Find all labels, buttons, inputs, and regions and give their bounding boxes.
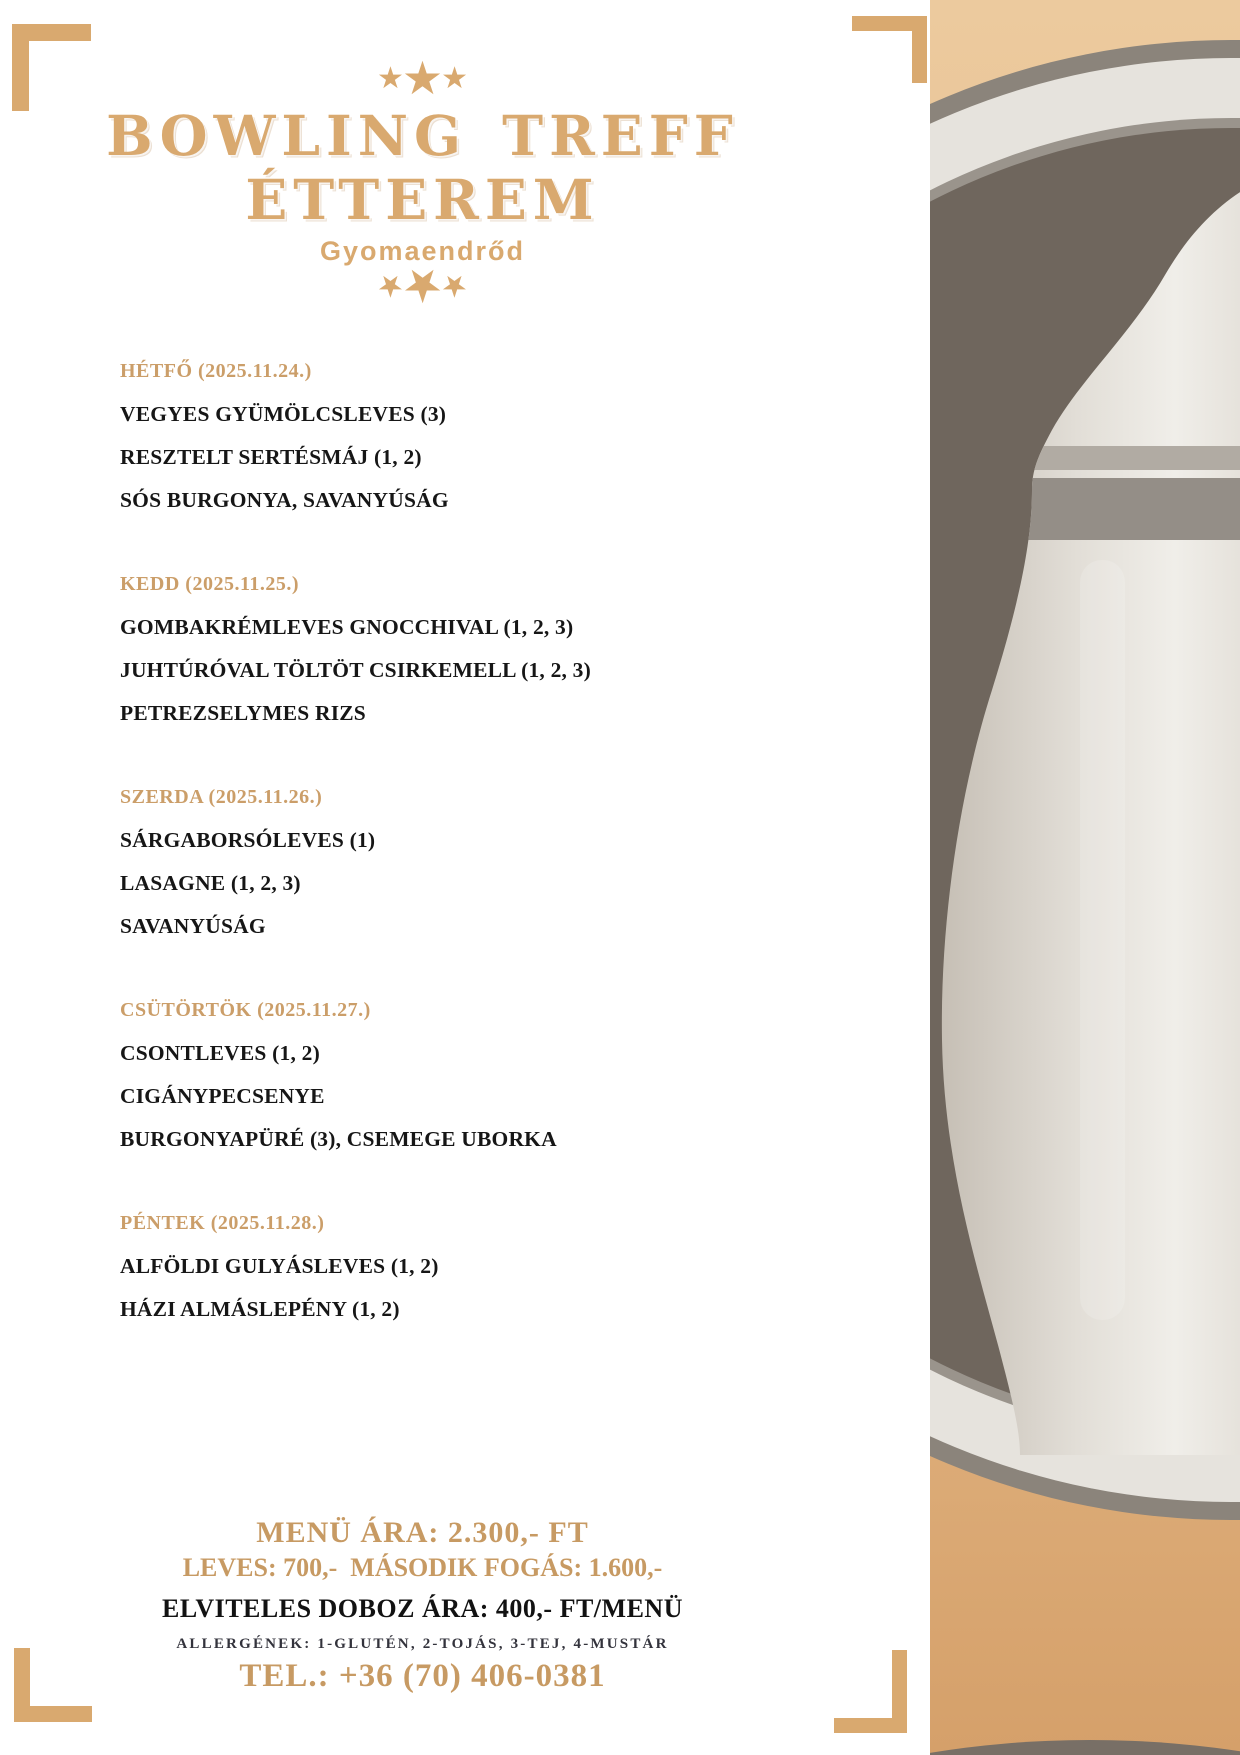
menu-item: SÓS BURGONYA, SAVANYÚSÁG — [120, 488, 449, 512]
menu-item: ALFÖLDI GULYÁSLEVES (1, 2) — [120, 1254, 439, 1278]
star-icon: ★ — [401, 53, 444, 104]
menu-item: GOMBAKRÉMLEVES GNOCCHIVAL (1, 2, 3) — [120, 615, 574, 639]
day-section-friday — [120, 1202, 840, 1331]
menu-item: HÁZI ALMÁSLEPÉNY (1, 2) — [120, 1297, 400, 1321]
menu-item: LASAGNE (1, 2, 3) — [120, 871, 301, 895]
allergen-list: ALLERGÉNEK: 1-GLUTÉN, 2-TOJÁS, 3-TEJ, 4-MUSTÁR — [176, 1636, 669, 1652]
day-section-tuesday — [120, 563, 840, 735]
day-header: PÉNTEK (2025.11.28.) — [120, 1212, 325, 1234]
weekly-menu — [120, 350, 840, 1372]
day-section-monday — [120, 350, 840, 522]
day-header: CSÜTÖRTÖK (2025.11.27.) — [120, 999, 371, 1021]
star-icon: ★ — [376, 62, 404, 95]
day-header: SZERDA (2025.11.26.) — [120, 786, 323, 808]
menu-price: MENÜ ÁRA: 2.300,- FT — [256, 1516, 589, 1549]
stars-bottom — [0, 260, 845, 311]
star-icon: ★ — [441, 269, 469, 302]
star-icon: ★ — [401, 260, 444, 311]
star-icon: ★ — [441, 62, 469, 95]
course-prices: LEVES: 700,- MÁSODIK FOGÁS: 1.600,- — [182, 1553, 663, 1582]
stars-top — [0, 53, 845, 104]
day-header: HÉTFŐ (2025.11.24.) — [120, 360, 312, 382]
menu-item: SÁRGABORSÓLEVES (1) — [120, 828, 376, 852]
restaurant-title-line1: BOWLING TREFF — [106, 103, 739, 168]
menu-item: CSONTLEVES (1, 2) — [120, 1041, 320, 1065]
pin-highlight — [1080, 560, 1125, 1320]
menu-item: JUHTÚRÓVAL TÖLTÖT CSIRKEMELL (1, 2, 3) — [120, 658, 591, 682]
phone-number: TEL.: +36 (70) 406-0381 — [239, 1658, 606, 1694]
corner-bracket-top-right — [852, 16, 927, 83]
day-section-wednesday — [120, 776, 840, 948]
star-icon: ★ — [376, 269, 404, 302]
menu-item: PETREZSELYMES RIZS — [120, 701, 366, 725]
day-section-thursday — [120, 989, 840, 1161]
menu-item: VEGYES GYÜMÖLCSLEVES (3) — [120, 402, 447, 426]
restaurant-title-line2: ÉTTEREM — [245, 167, 600, 232]
footer — [0, 1516, 845, 1695]
menu-item: BURGONYAPÜRÉ (3), CSEMEGE UBORKA — [120, 1127, 557, 1151]
menu-item: RESZTELT SERTÉSMÁJ (1, 2) — [120, 445, 422, 469]
menu-item: CIGÁNYPECSENYE — [120, 1084, 325, 1108]
menu-item: SAVANYÚSÁG — [120, 914, 266, 938]
day-header: KEDD (2025.11.25.) — [120, 573, 299, 595]
bowling-pin-graphic — [930, 0, 1240, 1755]
restaurant-city: Gyomaendrőd — [319, 236, 526, 266]
takeaway-box-price: ELVITELES DOBOZ ÁRA: 400,- FT/MENÜ — [162, 1594, 683, 1623]
